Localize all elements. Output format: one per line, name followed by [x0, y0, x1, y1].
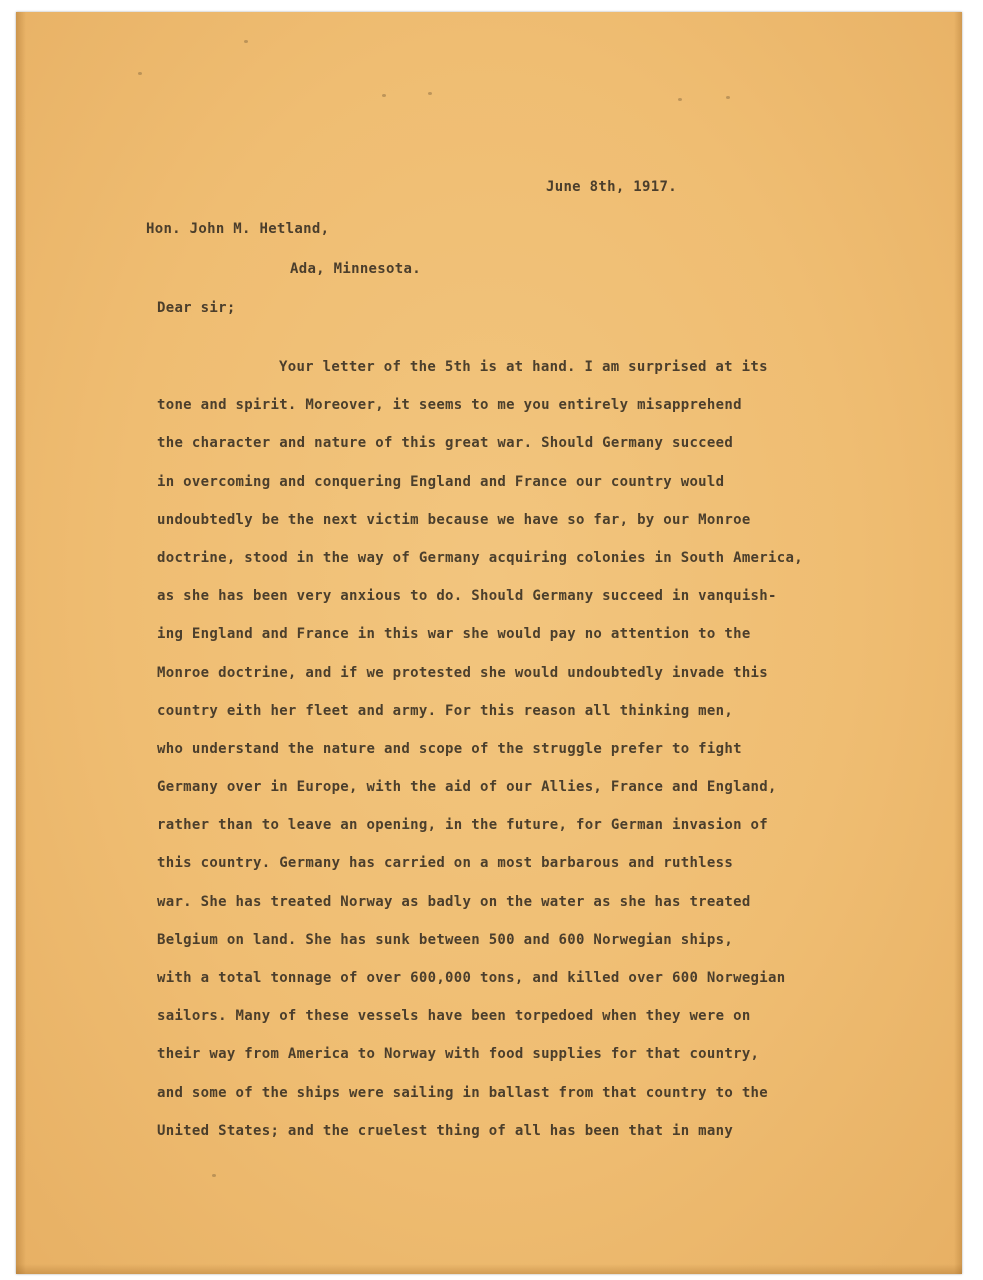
body-line: country eith her fleet and army. For this reason all thinking men,	[157, 702, 734, 719]
recipient-place: Ada, Minnesota.	[290, 261, 421, 277]
body-line: Your letter of the 5th is at hand. I am surprised at its	[279, 359, 768, 375]
paper-speck	[138, 72, 142, 75]
body-line: sailors. Many of these vessels have been torpedoed when they were on	[157, 1008, 751, 1025]
body-line: as she has been very anxious to do. Should Germany succeed in vanquish-	[157, 588, 777, 605]
body-line: doctrine, stood in the way of Germany acquiring colonies in South America,	[157, 549, 803, 566]
body-line: Belgium on land. She has sunk between 500 and 600 Norwegian ships,	[157, 931, 734, 948]
body-line: this country. Germany has carried on a most barbarous and ruthless	[157, 855, 734, 872]
body-line: the character and nature of this great war. Should Germany succeed	[157, 435, 734, 452]
body-line: their way from America to Norway with food supplies for that country,	[157, 1046, 760, 1063]
body-line: who understand the nature and scope of the struggle prefer to fight	[157, 740, 742, 757]
paper-edge-left	[16, 12, 26, 1274]
paper-speck	[678, 98, 682, 101]
letter-date: June 8th, 1917.	[546, 179, 677, 195]
body-line: in overcoming and conquering England and France our country would	[157, 473, 725, 490]
body-line: Germany over in Europe, with the aid of our Allies, France and England,	[157, 779, 777, 796]
body-line: United States; and the cruelest thing of all has been that in many	[157, 1122, 734, 1139]
salutation: Dear sir;	[157, 300, 236, 316]
body-line: with a total tonnage of over 600,000 tons, and killed over 600 Norwegian	[157, 970, 786, 986]
paper-speck	[212, 1174, 216, 1177]
paper-speck	[428, 92, 432, 95]
paper-speck	[726, 96, 730, 99]
body-line: tone and spirit. Moreover, it seems to me you entirely misapprehend	[157, 397, 742, 414]
letter-body	[157, 348, 857, 1150]
body-line: Monroe doctrine, and if we protested she would undoubtedly invade this	[157, 664, 769, 681]
paper-speck	[244, 40, 248, 43]
body-line: undoubtedly be the next victim because we have so far, by our Monroe	[157, 511, 751, 528]
body-line: war. She has treated Norway as badly on the water as she has treated	[157, 893, 751, 910]
body-line: and some of the ships were sailing in ballast from that country to the	[157, 1084, 769, 1101]
body-line: rather than to leave an opening, in the future, for German invasion of	[157, 817, 769, 834]
paper-speck	[382, 94, 386, 97]
paper-edge-bottom	[16, 1264, 962, 1274]
recipient-name: Hon. John M. Hetland,	[146, 221, 330, 237]
letter-page	[16, 12, 962, 1274]
body-line: ing England and France in this war she would pay no attention to the	[157, 626, 751, 643]
paper-edge-right	[954, 12, 962, 1274]
